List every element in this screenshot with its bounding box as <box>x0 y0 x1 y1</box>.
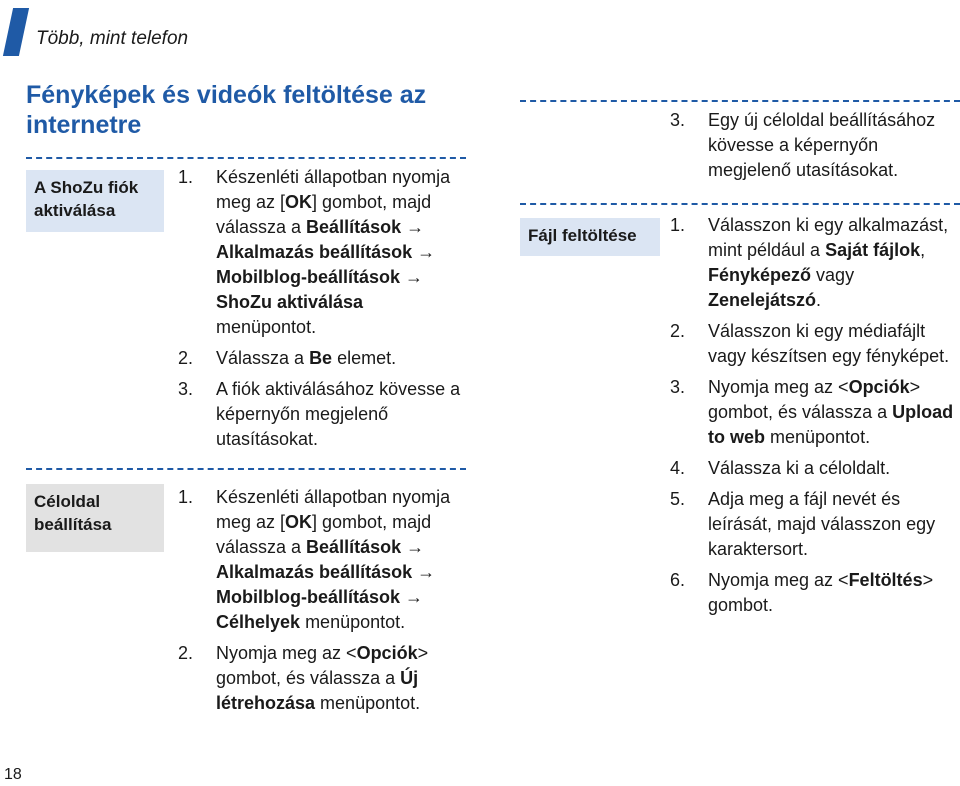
step-number: 1. <box>178 167 194 187</box>
step-text: elemet. <box>332 348 397 368</box>
step-text: → <box>400 587 424 607</box>
step-text: > gombot, és válassza a <box>708 377 921 422</box>
step-text: Készenléti állapotban nyomja meg az [ <box>216 167 451 212</box>
step-text: Egy új céloldal beállításához kövesse a képernyőn megjelenő utasításokat. <box>708 110 936 180</box>
section-label-celoldal: Céloldal beállítása <box>26 484 164 552</box>
list-item <box>178 346 468 371</box>
steps-celoldal <box>178 485 468 722</box>
menu-path-text: Új létrehozása <box>216 668 419 713</box>
step-number: 2. <box>178 643 194 663</box>
step-text: → <box>412 242 436 262</box>
running-header: Több, mint telefon <box>36 28 189 49</box>
step-text: menüpontot. <box>216 317 317 337</box>
step-text: . <box>816 290 822 310</box>
step-number: 3. <box>670 377 686 397</box>
step-text: Nyomja meg az < <box>216 643 357 663</box>
step-number: 3. <box>178 379 194 399</box>
list-item <box>178 641 468 716</box>
steps-celoldal-continued <box>670 108 960 189</box>
step-text: ] gombot, majd válassza a <box>216 512 432 557</box>
list-item <box>178 377 468 452</box>
step-number: 6. <box>670 570 686 590</box>
page-number: 18 <box>4 766 22 783</box>
menu-path-text: OK <box>285 512 313 532</box>
step-text: > gombot. <box>708 570 934 615</box>
list-item <box>178 165 468 340</box>
step-text: Készenléti állapotban nyomja meg az [ <box>216 487 451 532</box>
section-label-shozu: A ShoZu fiók aktiválása <box>26 170 164 232</box>
menu-path-text: Alkalmazás beállítások <box>216 562 413 582</box>
section-divider <box>520 203 960 205</box>
step-text: Válasszon ki egy alkalmazást, mint például a <box>708 215 949 260</box>
step-text: Nyomja meg az < <box>708 377 849 397</box>
menu-path-text: Feltöltés <box>848 570 923 590</box>
menu-path-text: Mobilblog-beállítások <box>216 587 401 607</box>
step-text: vagy <box>811 265 855 285</box>
step-text: menüpontot. <box>315 693 421 713</box>
steps-fajl <box>670 213 960 624</box>
list-item <box>670 213 960 313</box>
menu-path-text: Beállítások <box>306 537 402 557</box>
list-item <box>670 568 960 618</box>
step-text: → <box>401 217 425 237</box>
section-divider <box>26 157 466 159</box>
menu-path-text: Zenelejátszó <box>708 290 817 310</box>
menu-path-text: ShoZu aktiválása <box>216 292 364 312</box>
list-item <box>670 319 960 369</box>
step-text: Adja meg a fájl nevét és leírását, majd válasszon egy karaktersort. <box>708 489 936 559</box>
menu-path-text: Fényképező <box>708 265 812 285</box>
section-divider <box>520 100 960 102</box>
list-item <box>670 108 960 183</box>
step-text: → <box>401 537 425 557</box>
list-item <box>178 485 468 635</box>
menu-path-text: Opciók <box>356 643 418 663</box>
step-number: 5. <box>670 489 686 509</box>
step-text: > gombot, és válassza a <box>216 643 429 688</box>
step-text: → <box>400 267 424 287</box>
step-text: ] gombot, majd válassza a <box>216 192 432 237</box>
list-item <box>670 487 960 562</box>
menu-path-text: Saját fájlok <box>825 240 921 260</box>
step-text: , <box>920 240 926 260</box>
step-text: Válassza ki a céloldalt. <box>708 458 891 478</box>
list-item <box>670 375 960 450</box>
step-text: A fiók aktiválásához kövesse a képernyőn megjelenő utasításokat. <box>216 379 461 449</box>
list-item <box>670 456 960 481</box>
step-text: Válasszon ki egy médiafájlt vagy készítsen egy fényképet. <box>708 321 950 366</box>
menu-path-text: Mobilblog-beállítások <box>216 267 401 287</box>
step-text: Válassza a <box>216 348 310 368</box>
section-label-fajl: Fájl feltöltése <box>520 218 660 256</box>
step-text: → <box>412 562 436 582</box>
menu-path-text: OK <box>285 192 313 212</box>
step-text: Nyomja meg az < <box>708 570 849 590</box>
step-number: 1. <box>670 215 686 235</box>
step-number: 4. <box>670 458 686 478</box>
menu-path-text: Opciók <box>848 377 910 397</box>
header-accent-bar <box>3 8 29 56</box>
step-text: menüpontot. <box>765 427 871 447</box>
section-divider <box>26 468 466 470</box>
menu-path-text: Célhelyek <box>216 612 301 632</box>
menu-path-text: Upload to web <box>708 402 954 447</box>
menu-path-text: Beállítások <box>306 217 402 237</box>
steps-shozu <box>178 165 468 458</box>
step-number: 1. <box>178 487 194 507</box>
step-number: 2. <box>670 321 686 341</box>
step-text: menüpontot. <box>300 612 406 632</box>
menu-path-text: Alkalmazás beállítások <box>216 242 413 262</box>
menu-path-text: Be <box>309 348 333 368</box>
page-title: Fényképek és videók feltöltése az internetre <box>26 81 427 139</box>
step-number: 2. <box>178 348 194 368</box>
step-number: 3. <box>670 110 686 130</box>
